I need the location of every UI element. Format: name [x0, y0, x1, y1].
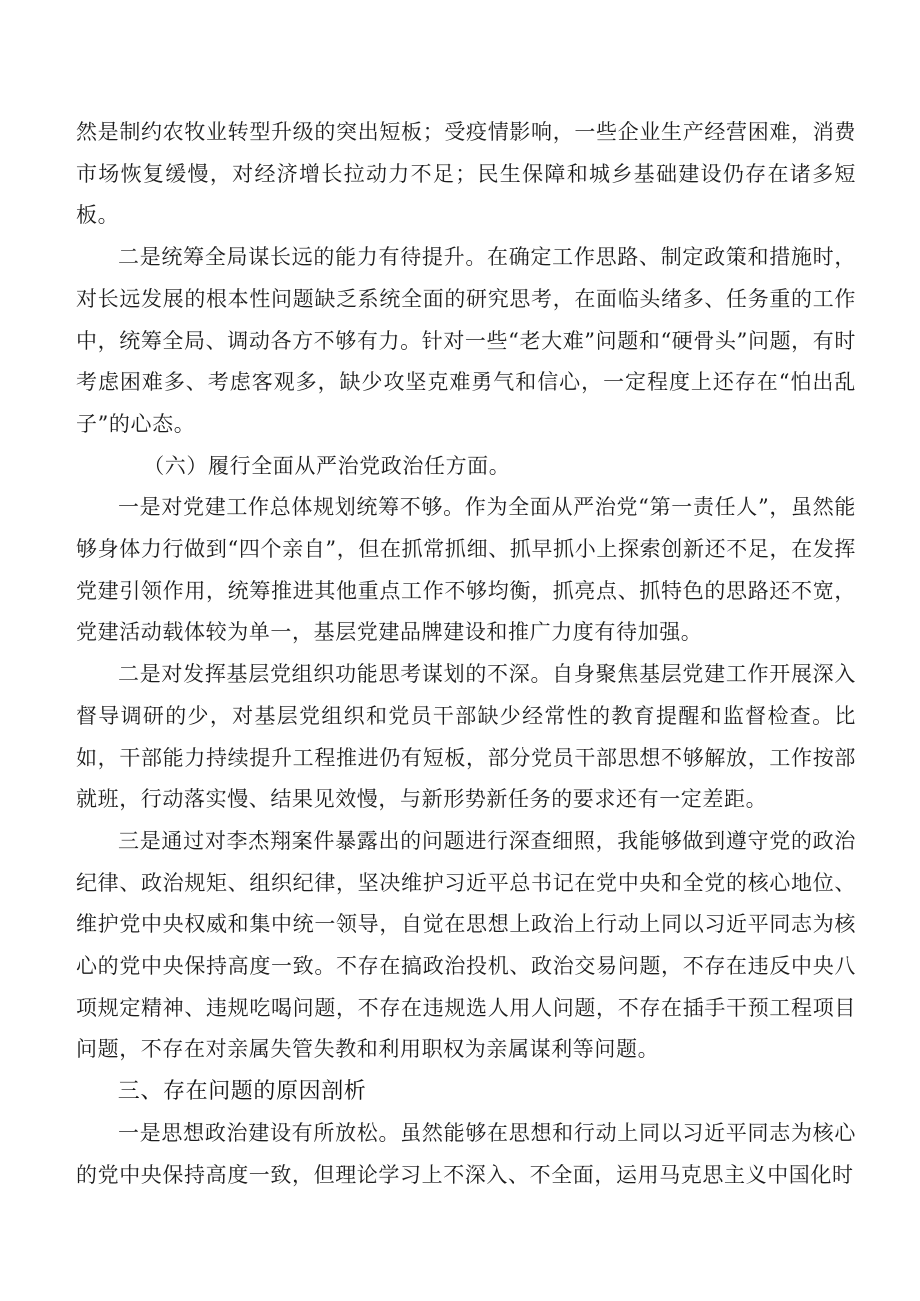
section-heading-cause-analysis: 三、存在问题的原因剖析: [117, 1079, 367, 1105]
paragraph-case-review: 三是通过对李杰翔案件暴露出的问题进行深查细照，我能够做到遵守党的政治纪律、政治规矩、组织纪律，坚决维护习近平总书记在党中央和全党的核心地位、维护党中央权威和集中统一领导，自觉在思想上政治上行动上同以习近平同志为核心的党中央保持高度一致。不存在搞政治投机、政治交易问题，不存在违反中央八项规定精神、违规吃喝问题，不存在违规选人用人问题，不存在插手干预工程项目问题，不存在对亲属失管失教和利用职权为亲属谋利等问题。: [76, 828, 856, 1062]
paragraph-continuation: 然是制约农牧业转型升级的突出短板；受疫情影响，一些企业生产经营困难，消费市场恢复缓慢，对经济增长拉动力不足；民生保障和城乡基础建设仍存在诸多短板。: [76, 120, 856, 228]
paragraph-party-building-planning: 一是对党建工作总体规划统筹不够。作为全面从严治党“第一责任人”，虽然能够身体力行做到“四个亲自”，但在抓常抓细、抓早抓小上探索创新还不足，在发挥党建引领作用，统筹推进其他重点工作不够均衡，抓亮点、抓特色的思路还不宽，党建活动载体较为单一，基层党建品牌建设和推广力度有待加强。: [76, 495, 856, 645]
document-page: [76, 112, 856, 1196]
paragraph-ideological-construction: 一是思想政治建设有所放松。虽然能够在思想和行动上同以习近平同志为核心的党中央保持高度一致，但理论学习上不深入、不全面，运用马克思主义中国化时: [76, 1120, 856, 1187]
paragraph-overall-planning: 二是统筹全局谋长远的能力有待提升。在确定工作思路、制定政策和措施时，对长远发展的根本性问题缺乏系统全面的研究思考，在面临头绪多、任务重的工作中，统筹全局、调动各方不够有力。针对一些“老大难”问题和“硬骨头”问题，有时考虑困难多、考虑客观多，缺少攻坚克难勇气和信心，一定程度上还存在“怕出乱子”的心态。: [76, 245, 856, 436]
subsection-heading-party-governance: （六）履行全面从严治党政治任方面。: [143, 453, 511, 478]
paragraph-grassroots-organization: 二是对发挥基层党组织功能思考谋划的不深。自身聚焦基层党建工作开展深入督导调研的少，对基层党组织和党员干部缺少经常性的教育提醒和监督检查。比如，干部能力持续提升工程推进仍有短板，部分党员干部思想不够解放，工作按部就班，行动落实慢、结果见效慢，与新形势新任务的要求还有一定差距。: [76, 662, 856, 812]
